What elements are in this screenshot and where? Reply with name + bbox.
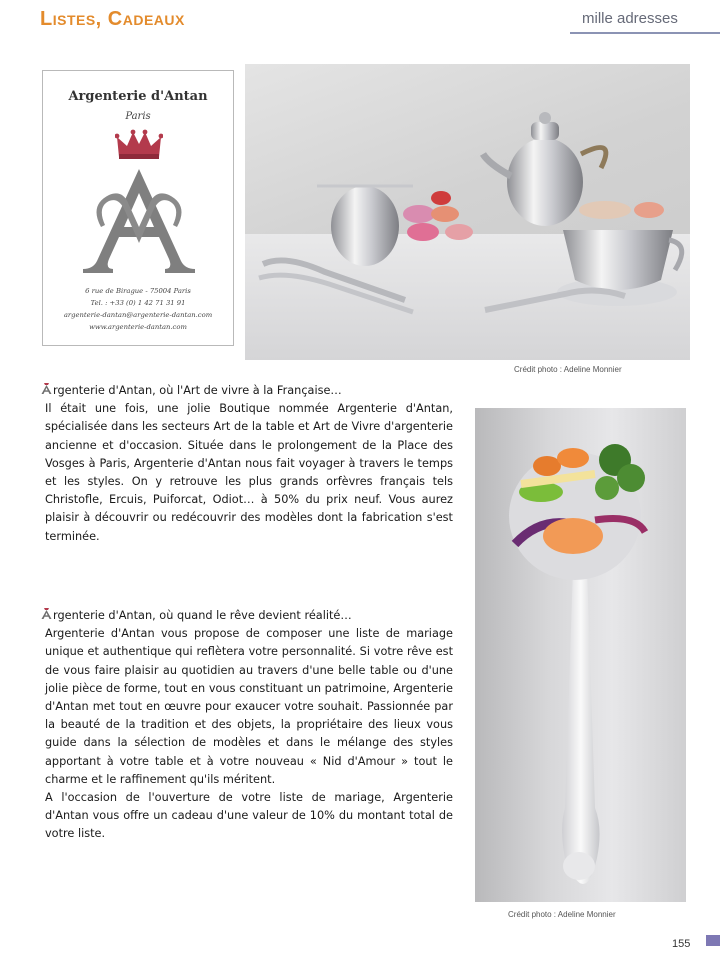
paragraph-2-body: Argenterie d'Antan vous propose de composer une liste de mariage unique et authentique qui reflètera votre personnalité. Si votre rêve est de vous faire plaisir au quotidien au travers d'une belle table ou d'une jolie pièce de forme, tout en vous constituant un patrimoine, Argenterie d'Antan met tout en œuvre pour exaucer votre souhait. Passionnée par la beauté de la tradition et des objets, la propriétaire des lieux vous guide dans la sélection de modèles et dans le mélange des styles apportant à votre table et à votre nouveau « Nid d'Amour » tout le charme et le raffinement qu'ils méritent. <box>45 627 453 786</box>
monogram-icon <box>79 165 199 275</box>
phone-line: Tel. : +33 (0) 1 42 71 31 91 <box>90 299 186 307</box>
logo-city: Paris <box>125 111 151 122</box>
paragraph-1-lead-text: rgenterie d'Antan, où l'Art de vivre à la Française… <box>53 384 342 397</box>
monogram-dropcap-icon <box>40 607 53 620</box>
photo-credit-side: Crédit photo : Adeline Monnier <box>508 910 616 919</box>
contact-block <box>43 285 233 333</box>
paragraph-2-heading <box>36 607 453 625</box>
silverware-tea-photo <box>245 64 690 360</box>
website-line: www.argenterie-dantan.com <box>89 323 187 331</box>
article-paragraph-1 <box>36 382 453 546</box>
paragraph-3-body: A l'occasion de l'ouverture de votre liste de mariage, Argenterie d'Antan vous offre un cadeau d'une valeur de 10% du montant total de votre liste. <box>45 791 453 841</box>
page-number: 155 <box>672 938 691 950</box>
logo-card <box>42 70 234 346</box>
section-title: Listes, Cadeaux <box>40 8 185 30</box>
spoon-vegetables-photo <box>475 408 686 902</box>
header-rule <box>570 32 720 34</box>
photo-credit-top: Crédit photo : Adeline Monnier <box>514 365 622 374</box>
logo-name: Argenterie d'Antan <box>68 89 208 104</box>
article-paragraph-2 <box>36 607 453 844</box>
address-line: 6 rue de Birague - 75004 Paris <box>85 287 191 295</box>
page-accent-mark <box>706 935 720 946</box>
paragraph-1-heading <box>36 382 453 400</box>
header-tag: mille adresses <box>582 10 678 27</box>
paragraph-2-lead-text: rgenterie d'Antan, où quand le rêve devient réalité… <box>53 609 352 622</box>
crown-icon <box>115 129 163 161</box>
email-line: argenterie-dantan@argenterie-dantan.com <box>63 311 213 319</box>
monogram-dropcap-icon <box>40 382 53 395</box>
paragraph-1-body: Il était une fois, une jolie Boutique nommée Argenterie d'Antan, spécialisée dans les secteurs Art de la table et Art de Vivre d'argenterie ancienne et d'occasion. Située dans le prolongement de la Place des Vosges à Paris, Argenterie d'Antan nous fait voyager à travers le temps et les styles. On y retrouve les plus grands orfèvres français tels Christofle, Ercuis, Puiforcat, Odiot… à 50% du prix neuf. Vous aurez plaisir à découvrir ou redécouvrir des modèles dont la fabrication s'est terminée. <box>45 402 453 543</box>
